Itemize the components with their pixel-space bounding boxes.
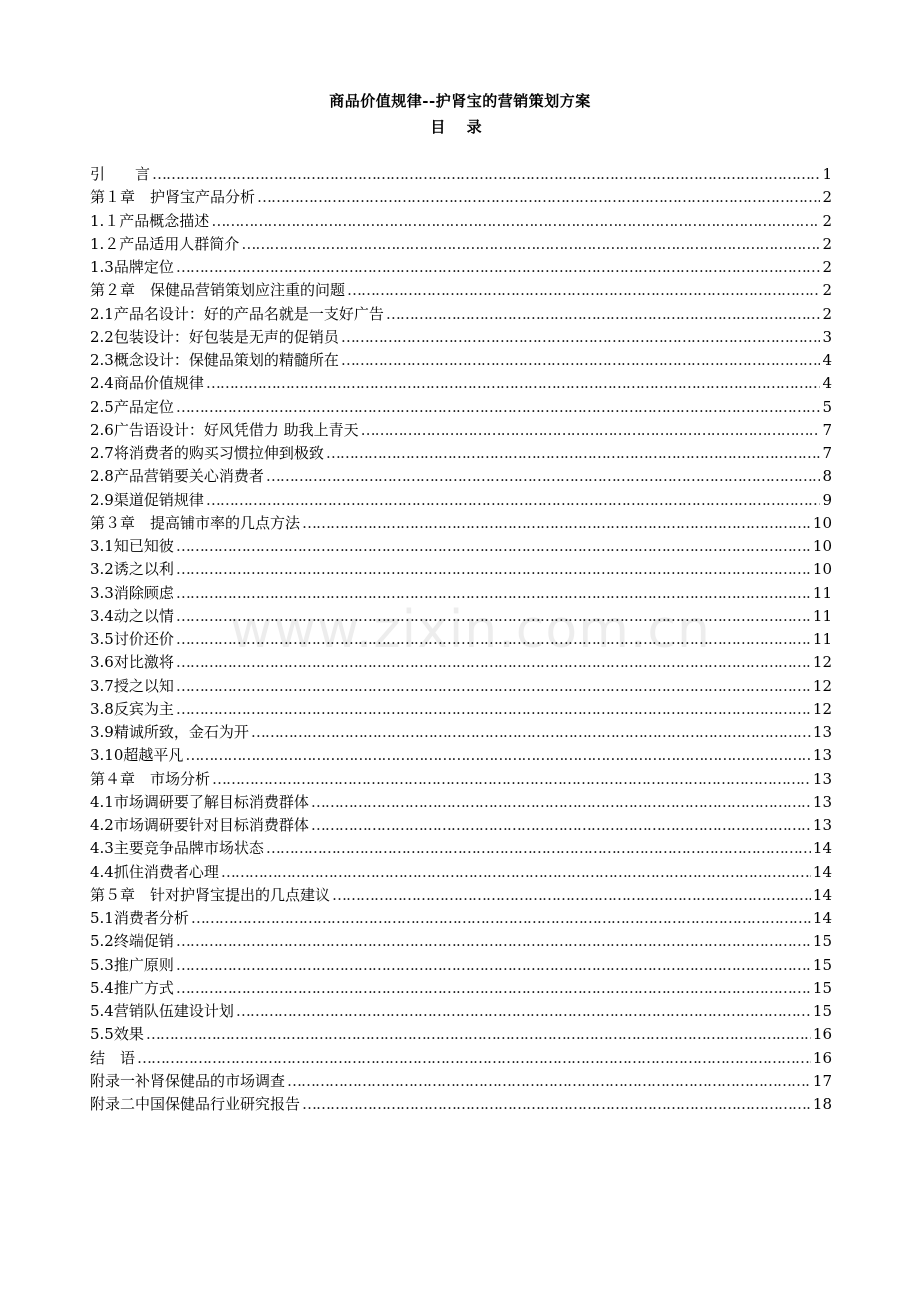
toc-entry-label: 5.3推广原则 [90,955,174,974]
toc-entry-page: 2 [822,188,832,207]
toc-entry-label: 4.4抓住消费者心理 [90,862,219,881]
toc-entry-label: 引 言 [90,165,151,183]
toc-entry-page: 2 [822,304,832,323]
toc-entry-label: 2.2包装设计：好包装是无声的促销员 [90,327,339,346]
toc-entry[interactable] [90,372,832,395]
toc-entry[interactable] [90,558,832,581]
toc-leader-dots [221,861,811,884]
toc-entry[interactable] [90,1000,832,1023]
toc-leader-dots [176,558,811,581]
toc-entry[interactable] [90,256,832,279]
toc-entry-page: 12 [812,676,832,695]
toc-entry-page: 13 [812,769,832,788]
toc-leader-dots [326,442,821,465]
toc-leader-dots [206,489,821,512]
toc-entry-label: 3.8反宾为主 [90,699,174,718]
toc-entry[interactable] [90,303,832,326]
toc-entry-label: 3.2诱之以利 [90,560,174,579]
toc-entry-page: 2 [822,281,832,300]
toc-entry[interactable] [90,326,832,349]
toc-leader-dots [137,1047,811,1070]
toc-entry-page: 11 [812,630,832,648]
toc-leader-dots [287,1070,811,1093]
toc-entry-label: 第３章 提高铺市率的几点方法 [90,513,301,532]
toc-entry[interactable] [90,419,832,442]
toc-leader-dots [257,186,820,209]
toc-entry-page: 11 [812,606,832,625]
toc-entry-page: 2 [822,234,832,253]
toc-entry-page: 4 [822,351,832,369]
toc-entry[interactable] [90,349,832,372]
toc-entry[interactable] [90,186,832,209]
toc-leader-dots [266,465,821,488]
toc-leader-dots [176,930,811,953]
toc-entry-page: 13 [812,792,832,811]
toc-leader-dots [311,814,811,837]
toc-leader-dots [347,279,820,302]
toc-entry[interactable] [90,279,832,302]
toc-entry[interactable] [90,535,832,558]
toc-entry-page: 5 [822,397,832,416]
toc-entry-label: 第５章 针对护肾宝提出的几点建议 [90,885,331,904]
toc-entry-label: 4.3主要竞争品牌市场状态 [90,839,264,858]
toc-entry[interactable] [90,651,832,674]
toc-entry-page: 11 [812,583,832,602]
toc-leader-dots [176,698,811,721]
toc-leader-dots [176,605,811,628]
toc-entry[interactable] [90,837,832,860]
toc-entry[interactable] [90,489,832,512]
toc-entry[interactable] [90,465,832,488]
toc-entry-page: 17 [812,1071,832,1090]
toc-entry[interactable] [90,907,832,930]
toc-entry[interactable] [90,861,832,884]
toc-entry-label: 4.1市场调研要了解目标消费群体 [90,792,309,811]
toc-entry-page: 15 [812,978,832,997]
toc-entry[interactable] [90,628,832,651]
document-title: 商品价值规律--护肾宝的营销策划方案 [329,92,591,110]
toc-entry-label: 1.１产品概念描述 [90,211,210,230]
toc-entry[interactable] [90,977,832,1000]
toc-entry-label: 3.7授之以知 [90,676,174,695]
toc-entry[interactable] [90,698,832,721]
toc-entry-page: 3 [822,327,832,346]
toc-entry-page: 7 [822,444,832,462]
toc-entry-page: 15 [812,932,832,951]
toc-entry-label: 2.9渠道促销规律 [90,490,204,509]
toc-entry-page: 14 [812,885,832,904]
toc-leader-dots [146,1023,811,1046]
toc-entry-page: 12 [812,699,832,718]
toc-entry-label: 5.1消费者分析 [90,909,189,927]
toc-heading: 目 录 [430,118,490,136]
toc-leader-dots [176,396,821,419]
toc-leader-dots [241,233,820,256]
toc-entry-label: 第２章 保健品营销策划应注重的问题 [90,281,346,300]
toc-leader-dots [236,1000,811,1023]
toc-leader-dots [191,907,811,930]
toc-entry[interactable] [90,163,832,186]
toc-entry[interactable] [90,884,832,907]
toc-entry-label: 2.7将消费者的购买习惯拉伸到极致 [90,444,324,462]
toc-entry-page: 15 [812,955,832,974]
toc-entry-label: 3.4动之以情 [90,606,174,625]
toc-entry-page: 10 [812,537,832,555]
toc-entry-label: 附录一补肾保健品的市场调查 [90,1071,286,1090]
toc-leader-dots [212,768,811,791]
toc-entry-label: 4.2市场调研要针对目标消费群体 [90,816,309,834]
toc-entry-label: 2.3概念设计：保健品策划的精髓所在 [90,351,339,369]
toc-entry-page: 14 [812,862,832,881]
toc-entry-label: 3.6对比激将 [90,653,174,672]
toc-entry[interactable] [90,442,832,465]
toc-entry[interactable] [90,605,832,628]
toc-leader-dots [176,582,811,605]
toc-leader-dots [311,791,811,814]
toc-entry-label: 5.2终端促销 [90,932,174,951]
table-of-contents [90,163,832,1116]
toc-entry-label: 2.5产品定位 [90,397,174,416]
toc-leader-dots [176,535,811,558]
toc-entry-page: 9 [822,490,832,509]
toc-entry-page: 16 [812,1048,832,1067]
toc-leader-dots [176,651,811,674]
toc-entry-page: 7 [822,420,832,439]
toc-leader-dots [176,628,811,651]
toc-entry-label: 3.10超越平凡 [90,746,184,765]
toc-entry-page: 14 [812,909,832,927]
toc-leader-dots [341,326,821,349]
toc-entry-page: 14 [812,839,832,858]
toc-entry[interactable] [90,1093,832,1116]
toc-leader-dots [302,512,811,535]
toc-entry-label: 3.5讨价还价 [90,630,174,648]
toc-entry-label: 3.9精诚所致，金石为开 [90,723,249,741]
toc-entry[interactable] [90,814,832,837]
toc-entry[interactable] [90,768,832,791]
toc-entry-page: 2 [822,258,832,276]
toc-entry-page: 18 [812,1095,832,1113]
toc-entry-label: 2.1产品名设计：好的产品名就是一支好广告 [90,304,384,323]
toc-leader-dots [302,1093,811,1116]
toc-entry[interactable] [90,210,832,233]
toc-entry-label: 3.1知已知彼 [90,537,174,555]
toc-leader-dots [152,163,820,186]
toc-leader-dots [176,954,811,977]
toc-entry-label: 5.4营销队伍建设计划 [90,1002,234,1020]
toc-leader-dots [185,744,811,767]
toc-leader-dots [176,977,811,1000]
toc-entry-label: 第４章 市场分析 [90,769,211,788]
toc-entry-label: 附录二中国保健品行业研究报告 [90,1095,301,1113]
toc-entry[interactable] [90,721,832,744]
toc-entry-label: 5.4推广方式 [90,978,174,997]
toc-entry[interactable] [90,512,832,535]
toc-leader-dots [266,837,811,860]
toc-leader-dots [176,675,811,698]
toc-entry-label: 2.4商品价值规律 [90,374,204,393]
toc-entry-page: 13 [812,816,832,834]
toc-entry[interactable] [90,1047,832,1070]
toc-entry[interactable] [90,582,832,605]
toc-entry-label: 5.5效果 [90,1025,144,1044]
toc-entry-label: 1.3品牌定位 [90,258,174,276]
toc-entry[interactable] [90,1070,832,1093]
toc-entry-page: 10 [812,560,832,579]
toc-entry[interactable] [90,396,832,419]
toc-leader-dots [206,372,821,395]
toc-entry-page: 2 [822,211,832,230]
toc-leader-dots [386,303,821,326]
toc-entry[interactable] [90,930,832,953]
toc-entry-page: 12 [812,653,832,672]
toc-leader-dots [176,256,821,279]
toc-entry-label: 2.8产品营销要关心消费者 [90,467,264,486]
toc-leader-dots [361,419,821,442]
toc-entry-label: 第１章 护肾宝产品分析 [90,188,256,207]
watermark: www.zixin.com.cn [230,600,711,660]
toc-entry[interactable] [90,791,832,814]
toc-entry[interactable] [90,954,832,977]
toc-leader-dots [341,349,821,372]
toc-entry-page: 8 [822,467,832,486]
toc-leader-dots [251,721,811,744]
toc-entry-label: 2.6广告语设计：好风凭借力 助我上青天 [90,420,359,439]
toc-entry-page: 10 [812,513,832,532]
toc-entry-page: 13 [812,746,832,765]
toc-entry-page: 15 [812,1002,832,1020]
toc-leader-dots [211,210,820,233]
toc-entry-page: 13 [812,723,832,741]
toc-entry-label: 结 语 [90,1048,136,1067]
toc-entry[interactable] [90,1023,832,1046]
toc-entry[interactable] [90,675,832,698]
toc-entry-page: 4 [822,374,832,393]
toc-entry-label: 3.3消除顾虑 [90,583,174,602]
toc-entry[interactable] [90,233,832,256]
toc-entry[interactable] [90,744,832,767]
toc-leader-dots [332,884,811,907]
toc-entry-page: 1 [822,165,832,183]
toc-entry-page: 16 [812,1025,832,1044]
toc-entry-label: 1.２产品适用人群简介 [90,234,240,253]
